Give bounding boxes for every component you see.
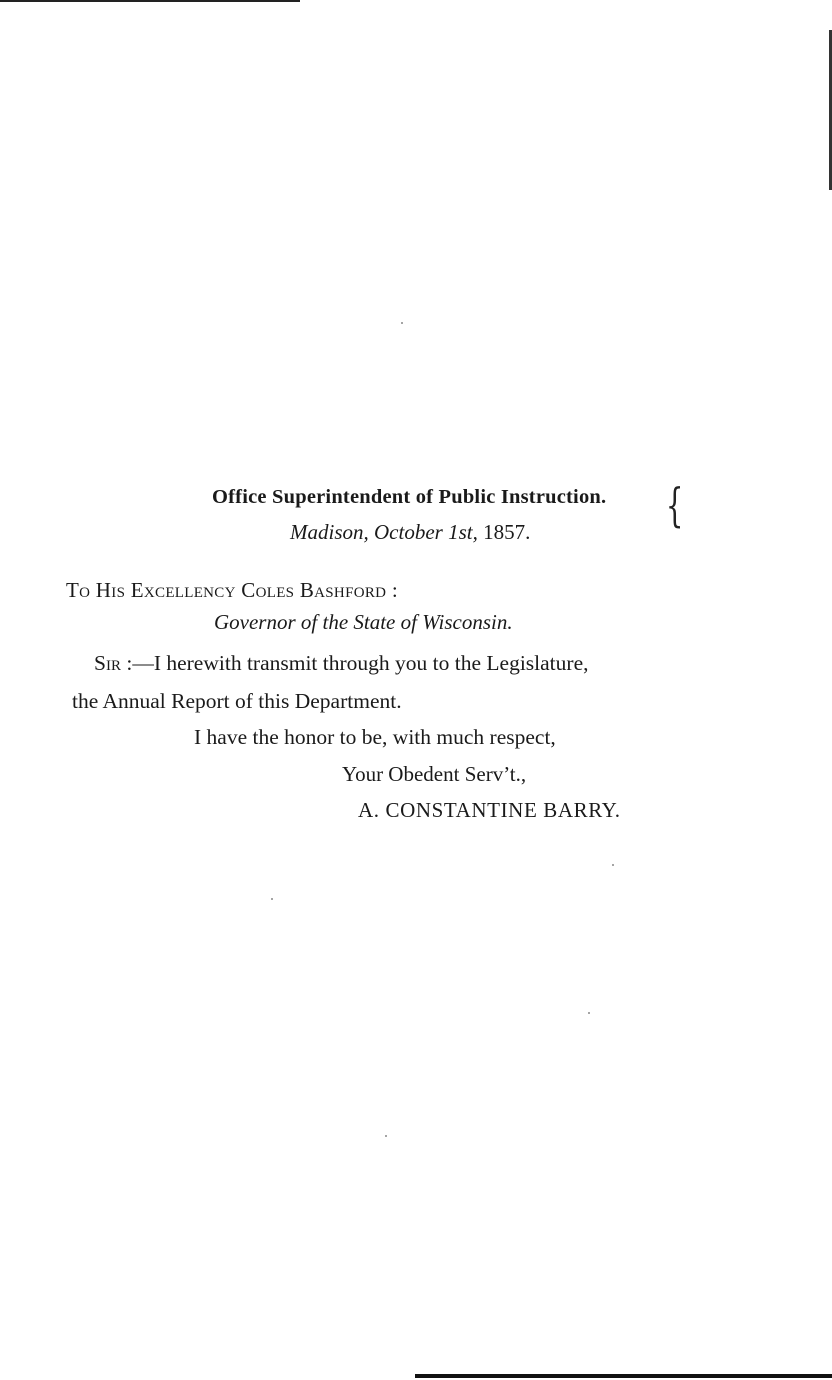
body-text-1: —I herewith transmit through you to the Legislature, xyxy=(132,651,589,675)
letter-body-line-2: the Annual Report of this Department. xyxy=(72,689,402,713)
complimentary-close: Your Obedent Serv’t., xyxy=(342,762,527,786)
dateline-year: 1857. xyxy=(483,520,531,544)
letter-body-line-1 xyxy=(94,651,588,676)
recipient-title: Governor of the State of Wisconsin. xyxy=(214,610,513,634)
recipient-address: To His Excellency Coles Bashford : xyxy=(66,578,398,602)
closing-line: I have the honor to be, with much respect, xyxy=(194,725,556,749)
scan-top-edge xyxy=(0,0,300,2)
brace-mark: { xyxy=(665,478,684,532)
dateline xyxy=(290,520,530,545)
scan-speck xyxy=(385,1135,387,1137)
scan-bottom-edge xyxy=(415,1374,832,1378)
scan-speck xyxy=(401,322,403,324)
salutation: Sir : xyxy=(94,651,133,675)
scan-speck xyxy=(271,898,273,900)
signature-name: A. CONSTANTINE BARRY. xyxy=(358,798,621,822)
office-heading: Office Superintendent of Public Instruction. xyxy=(212,486,607,508)
dateline-place: Madison, October 1st, xyxy=(290,520,478,544)
scan-speck xyxy=(612,864,614,866)
scan-speck xyxy=(588,1012,590,1014)
